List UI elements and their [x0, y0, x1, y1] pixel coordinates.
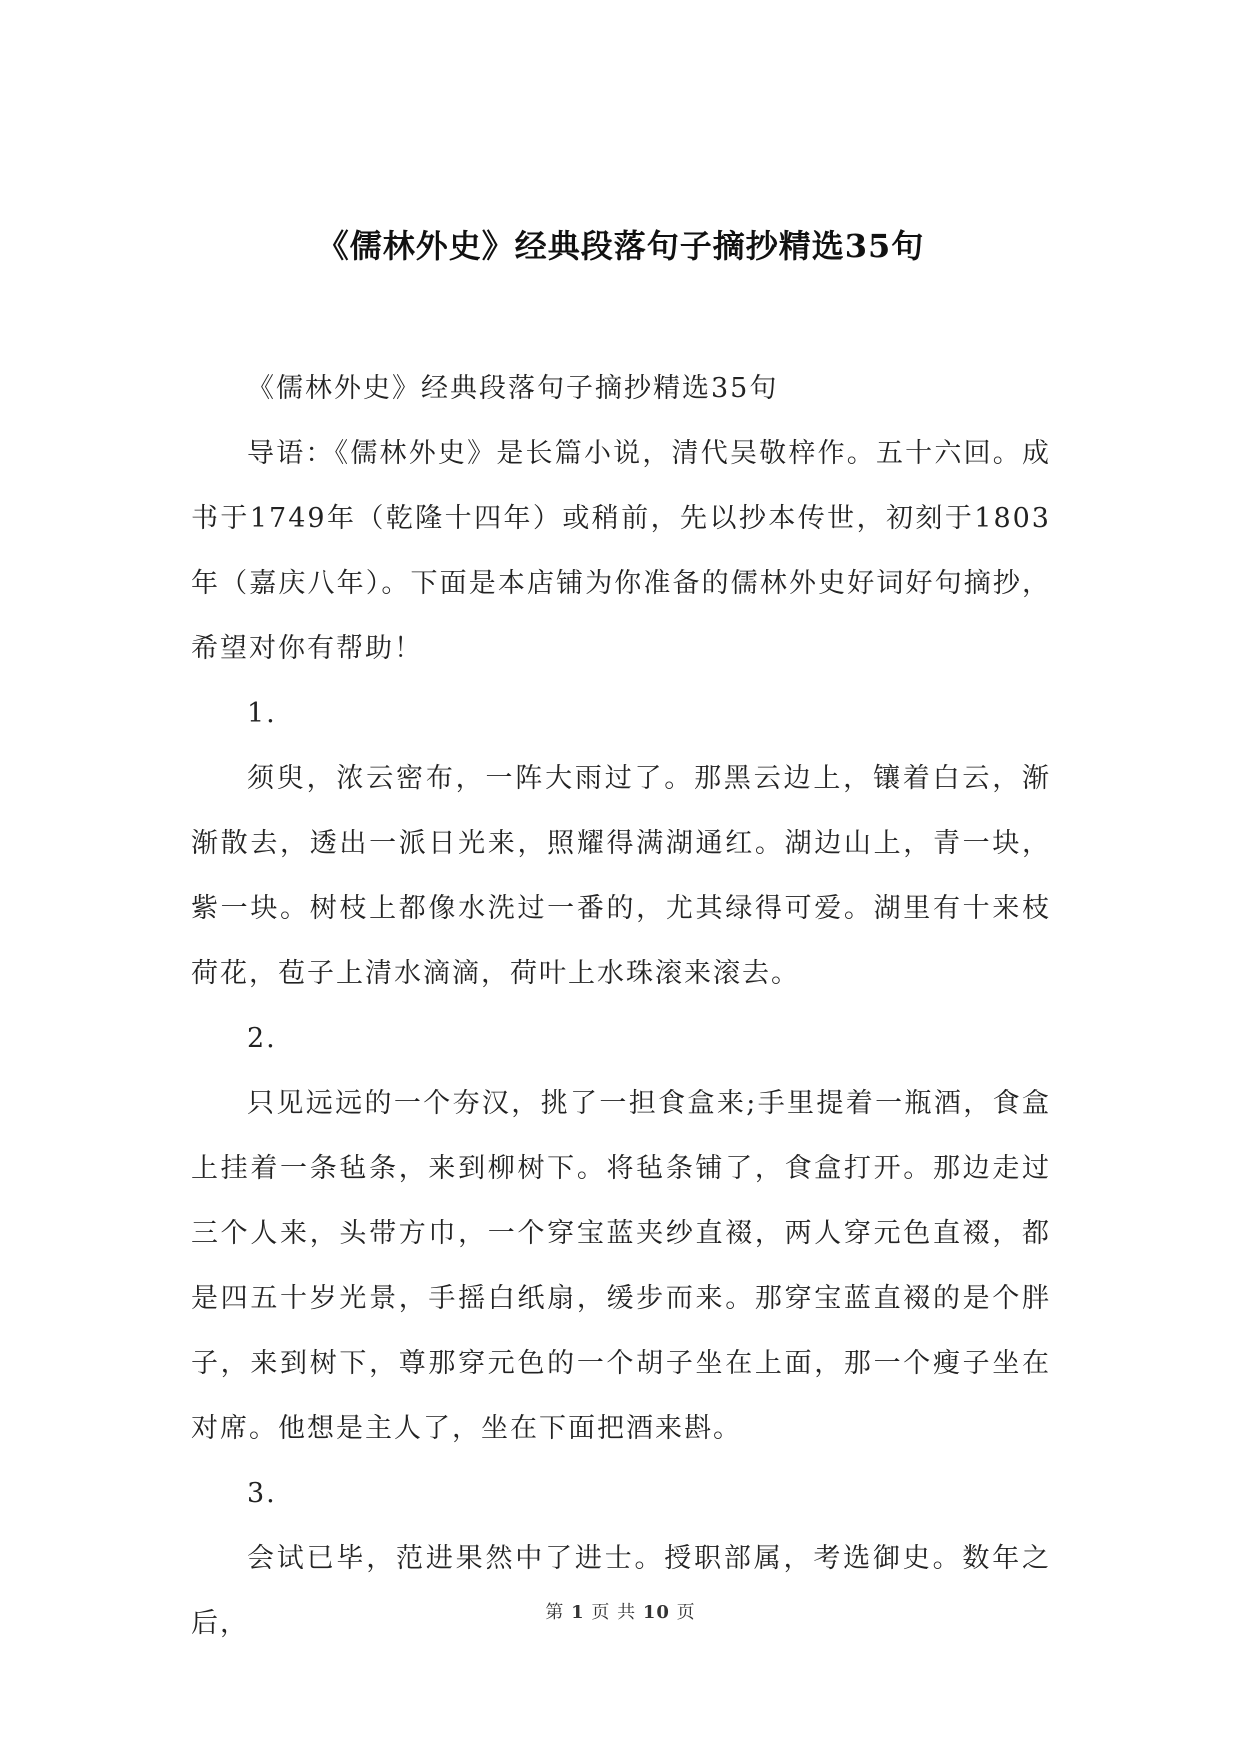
document-title: 《儒林外史》经典段落句子摘抄精选35句	[316, 227, 925, 265]
intro-paragraph: 导语：《儒林外史》是长篇小说，清代吴敬梓作。五十六回。成书于1749年（乾隆十四年）或稍前，先以抄本传世，初刻于1803年（嘉庆八年）。下面是本店铺为你准备的儒林外史好词好句摘抄，希望对你有帮助！	[191, 438, 1051, 664]
document-body	[191, 356, 1051, 1656]
item-paragraph: 只见远远的一个夯汉，挑了一担食盒来;手里提着一瓶酒，食盒上挂着一条毡条，来到柳树下。将毡条铺了，食盒打开。那边走过三个人来，头带方巾，一个穿宝蓝夹纱直裰，两人穿元色直裰，都是四五十岁光景，手摇白纸扇，缓步而来。那穿宝蓝直裰的是个胖子，来到树下，尊那穿元色的一个胡子坐在上面，那一个瘦子坐在对席。他想是主人了，坐在下面把酒来斟。	[191, 1088, 1051, 1444]
footer-suffix: 页	[676, 1602, 696, 1623]
subtitle-paragraph: 《儒林外史》经典段落句子摘抄精选35句	[247, 373, 779, 404]
item-number: 2.	[247, 1023, 277, 1054]
footer-middle: 页 共	[591, 1602, 637, 1623]
item-paragraph: 会试已毕，范进果然中了进士。授职部属，考选御史。数年之后，	[191, 1543, 1051, 1639]
item-number: 3.	[247, 1478, 277, 1509]
item-number: 1.	[247, 698, 277, 729]
footer-total-pages: 10	[642, 1602, 670, 1623]
footer-current-page: 1	[571, 1602, 585, 1623]
item-paragraph: 须臾，浓云密布，一阵大雨过了。那黑云边上，镶着白云，渐渐散去，透出一派日光来，照耀得满湖通红。湖边山上，青一块，紫一块。树枝上都像水洗过一番的，尤其绿得可爱。湖里有十来枝荷花，苞子上清水滴滴，荷叶上水珠滚来滚去。	[191, 763, 1051, 989]
page-footer	[0, 1598, 1241, 1624]
footer-prefix: 第	[545, 1602, 565, 1623]
